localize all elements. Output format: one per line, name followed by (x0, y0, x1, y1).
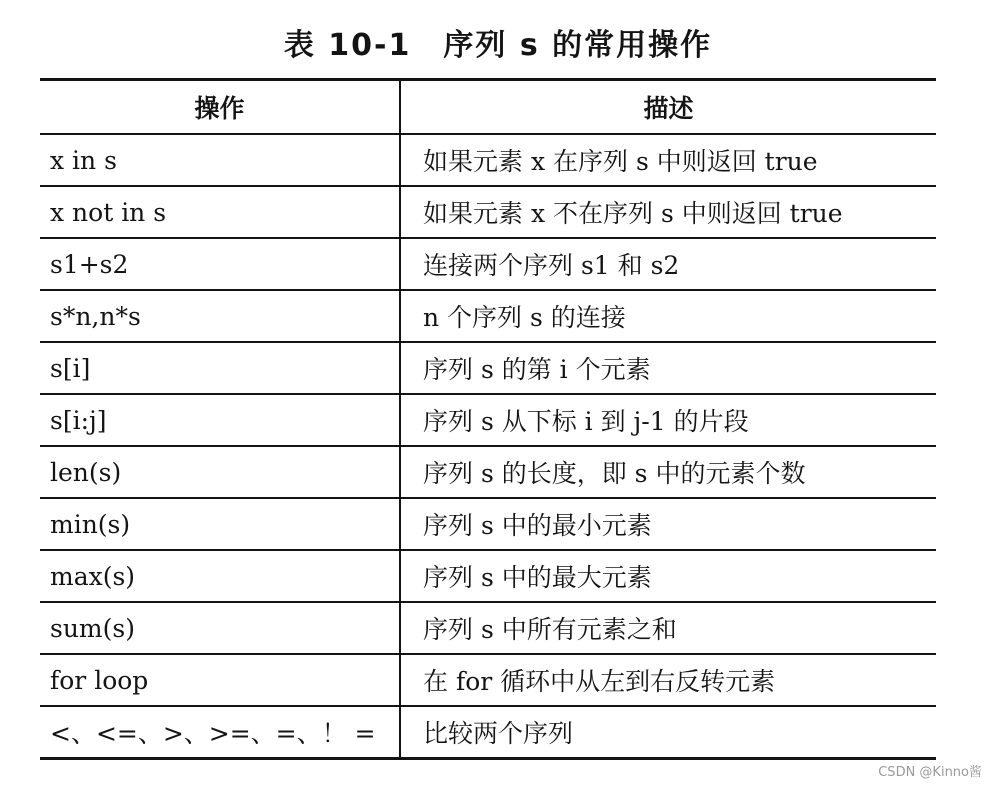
description-cell: 序列 s 中所有元素之和 (400, 602, 936, 654)
operation-cell: s1+s2 (40, 238, 400, 290)
description-cell: 序列 s 从下标 i 到 j-1 的片段 (400, 394, 936, 446)
operation-cell: min(s) (40, 498, 400, 550)
table-row (40, 602, 936, 654)
table-row (40, 654, 936, 706)
description-cell: 序列 s 的长度，即 s 中的元素个数 (400, 446, 936, 498)
description-cell: 序列 s 中的最小元素 (400, 498, 936, 550)
description-cell: 比较两个序列 (400, 706, 936, 759)
operation-cell: x in s (40, 134, 400, 186)
operation-cell: len(s) (40, 446, 400, 498)
watermark-credit: CSDN @Kinno酱 (878, 765, 982, 780)
table-title: 表 10-1 序列 s 的常用操作 (283, 28, 713, 63)
description-cell: 如果元素 x 在序列 s 中则返回 true (400, 134, 936, 186)
table-row (40, 446, 936, 498)
table-row (40, 134, 936, 186)
operation-cell: max(s) (40, 550, 400, 602)
table-row (40, 550, 936, 602)
table-row (40, 394, 936, 446)
table-row (40, 186, 936, 238)
description-cell: 序列 s 的第 i 个元素 (400, 342, 936, 394)
operation-cell: s*n,n*s (40, 290, 400, 342)
header-description: 描述 (400, 80, 936, 135)
operations-table-container (40, 78, 936, 760)
operation-cell: s[i:j] (40, 394, 400, 446)
operation-cell: for loop (40, 654, 400, 706)
description-cell: 序列 s 中的最大元素 (400, 550, 936, 602)
table-row (40, 342, 936, 394)
operation-cell: <、<=、>、>=、=、！ = (40, 706, 400, 759)
description-cell: 在 for 循环中从左到右反转元素 (400, 654, 936, 706)
description-cell: n 个序列 s 的连接 (400, 290, 936, 342)
sequence-operations-table (40, 78, 936, 760)
description-cell: 连接两个序列 s1 和 s2 (400, 238, 936, 290)
table-row (40, 238, 936, 290)
header-operation: 操作 (194, 94, 245, 123)
table-row (40, 706, 936, 759)
operation-cell: x not in s (40, 186, 400, 238)
description-cell: 如果元素 x 不在序列 s 中则返回 true (400, 186, 936, 238)
table-row (40, 498, 936, 550)
operation-cell: sum(s) (40, 602, 400, 654)
operation-cell: s[i] (40, 342, 400, 394)
table-row (40, 290, 936, 342)
table-header-row (40, 80, 936, 135)
